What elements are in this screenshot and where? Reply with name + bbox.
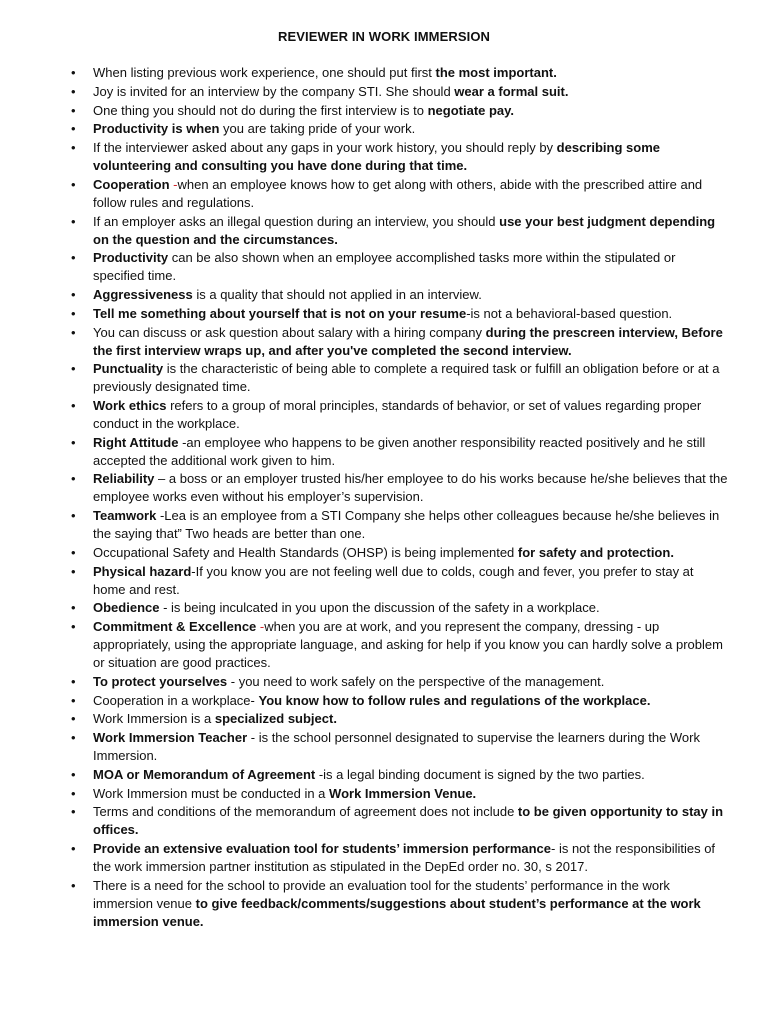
item-text: If an employer asks an illegal question during an interview, you should <box>93 213 500 229</box>
list-item <box>69 64 729 82</box>
bold-text: Tell me something about yourself that is not on your resume <box>93 305 467 321</box>
list-item <box>69 397 729 433</box>
list-item <box>69 618 729 672</box>
list-item <box>69 507 729 543</box>
item-text: - <box>256 619 265 635</box>
bullet-icon: • <box>71 785 76 801</box>
list-item <box>69 599 729 617</box>
item-text: -is not a behavioral-based question. <box>466 305 673 321</box>
item-text: is the characteristic of being able to complete a required task or fulfill an obligation before or at a previously designated time. <box>93 361 720 395</box>
list-item <box>69 803 729 839</box>
item-text: - is the school personnel designated to supervise the learners during the Work Immersion. <box>93 730 700 764</box>
bold-text: Commitment & Excellence <box>93 619 257 635</box>
list-item <box>69 286 729 304</box>
item-text: Occupational Safety and Health Standards (OHSP) is being implemented <box>93 544 518 560</box>
list-item <box>69 139 729 175</box>
bullet-icon: • <box>71 140 76 156</box>
item-text: refers to a group of moral principles, standards of behavior, or set of values regarding proper conduct in the workplace. <box>93 398 702 431</box>
bold-text: Reliability <box>93 471 155 487</box>
bold-text: Obedience <box>93 600 160 616</box>
bold-text: Punctuality <box>93 361 164 377</box>
item-text: There is a need for the school to provide an evaluation tool for the students’ performance in the work immersion venue <box>93 877 670 911</box>
list-item <box>69 710 729 728</box>
list-item <box>69 102 729 120</box>
bold-text: Physical hazard <box>93 563 192 579</box>
list-item <box>69 213 729 249</box>
item-text: When listing previous work experience, one should put first <box>93 65 436 80</box>
list-item <box>69 877 729 931</box>
item-text: Cooperation in a workplace- <box>93 692 259 708</box>
item-text: Work Immersion is a <box>93 711 215 727</box>
list-item <box>69 673 729 691</box>
bullet-icon: • <box>71 563 76 579</box>
bullet-icon: • <box>71 600 76 616</box>
bullet-icon: • <box>71 711 76 727</box>
list-item <box>69 470 729 506</box>
bullet-icon: • <box>71 398 76 413</box>
item-text: One thing you should not do during the first interview is to <box>93 102 428 118</box>
bullet-icon: • <box>71 176 76 192</box>
list-item <box>69 563 729 599</box>
bullet-icon: • <box>71 673 76 689</box>
bullet-icon: • <box>71 121 76 137</box>
bold-text: Work ethics <box>93 398 167 413</box>
list-item <box>69 766 729 784</box>
item-text: can be also shown when an employee accomplished tasks more within the stipulated or specified time. <box>93 250 676 284</box>
list-item <box>69 434 729 470</box>
item-text: -is a legal binding document is signed by the two parties. <box>315 766 645 782</box>
bold-text: specialized subject. <box>214 711 337 727</box>
bullet-icon: • <box>71 361 76 377</box>
bold-text: Provide an extensive evaluation tool for students’ immersion performance <box>93 841 552 857</box>
bold-text: MOA or Memorandum of Agreement <box>93 766 316 782</box>
list-item <box>69 692 729 710</box>
list-item <box>69 83 729 101</box>
item-text: -an employee who happens to be given another responsibility reacted positively and he still accepted the additional work given to him. <box>93 434 706 468</box>
reviewer-bullet-list <box>69 64 729 931</box>
bullet-icon: • <box>71 692 76 708</box>
bullet-icon: • <box>71 434 76 450</box>
item-text: – a boss or an employer trusted his/her employee to do his works because he/she believes that the employee works even without his employer’s supervision. <box>93 471 728 505</box>
bold-text: to give feedback/comments/suggestions about student’s performance at the work immersion venue. <box>93 895 701 929</box>
bullet-icon: • <box>71 877 76 893</box>
item-text: is a quality that should not applied in an interview. <box>192 287 482 302</box>
bullet-icon: • <box>71 508 76 524</box>
bold-text: the most important. <box>435 65 557 80</box>
list-item <box>69 324 729 360</box>
item-text: -Lea is an employee from a STI Company she helps other colleagues because he/she believes in the saying that” Two heads are better than one. <box>93 508 720 542</box>
bold-text: during the prescreen interview, Before the first interview wraps up, and after you've completed the second interview. <box>93 324 723 358</box>
bullet-icon: • <box>71 250 76 266</box>
bullet-icon: • <box>71 471 76 487</box>
bullet-icon: • <box>71 804 76 820</box>
item-text: You can discuss or ask question about salary with a hiring company <box>93 324 486 340</box>
bold-text: describing some volunteering and consulting you have done during that time. <box>93 140 660 174</box>
bold-text: Right Attitude <box>93 434 179 450</box>
document-title: REVIEWER IN WORK IMMERSION <box>277 29 491 44</box>
bold-text: Cooperation <box>93 176 174 192</box>
item-text: - <box>173 176 178 192</box>
bold-text: to be given opportunity to stay in offices. <box>93 804 724 838</box>
bullet-icon: • <box>71 213 76 229</box>
list-item <box>69 785 729 803</box>
bullet-icon: • <box>71 65 76 80</box>
item-text: Work Immersion must be conducted in a <box>93 785 330 801</box>
list-item <box>69 840 729 876</box>
bold-text: Productivity <box>93 250 169 266</box>
bold-text: Work Immersion Venue. <box>329 785 477 801</box>
item-text: when you are at work, and you represent the company, dressing - up appropriately, using the appropriate language, and asking for help if you know you can hardly solve a problem or situation are good practices. <box>93 619 723 670</box>
list-item <box>69 360 729 396</box>
list-item <box>69 120 729 138</box>
bold-text: You know how to follow rules and regulations of the workplace. <box>258 692 651 708</box>
bold-text: for safety and protection. <box>517 544 674 560</box>
item-text: - you need to work safely on the perspective of the management. <box>227 673 605 689</box>
bullet-icon: • <box>71 841 76 857</box>
item-text: - is not the responsibilities of the work immersion partner institution as stipulated in the DepEd order no. 30, s 2017. <box>93 841 716 875</box>
bullet-icon: • <box>71 102 76 118</box>
list-item <box>69 729 729 765</box>
bullet-icon: • <box>71 83 76 99</box>
item-text: when an employee knows how to get along with others, abide with the prescribed attire and follow rules and regulations. <box>93 176 703 210</box>
bullet-icon: • <box>71 287 76 302</box>
item-text: Terms and conditions of the memorandum of agreement does not include <box>93 804 518 820</box>
list-item <box>69 176 729 212</box>
bold-text: wear a formal suit. <box>454 83 569 99</box>
list-item <box>69 305 729 323</box>
bullet-icon: • <box>71 766 76 782</box>
bold-text: Work Immersion Teacher <box>93 730 248 746</box>
item-text: If the interviewer asked about any gaps in your work history, you should reply by <box>93 140 557 156</box>
bold-text: Teamwork <box>93 508 157 524</box>
item-text: you are taking pride of your work. <box>219 121 416 137</box>
bullet-icon: • <box>71 305 76 321</box>
item-text: -If you know you are not feeling well due to colds, cough and fever, you prefer to stay at home and rest. <box>93 563 694 597</box>
bullet-icon: • <box>71 324 76 340</box>
bold-text: Productivity is when <box>93 121 220 137</box>
bold-text: To protect yourselves <box>93 673 228 689</box>
bold-text: negotiate pay. <box>427 102 515 118</box>
list-item <box>69 544 729 562</box>
bold-text: use your best judgment depending on the question and the circumstances. <box>93 213 716 247</box>
item-text: - is being inculcated in you upon the discussion of the safety in a workplace. <box>159 600 600 616</box>
list-item <box>69 249 729 285</box>
bold-text: Aggressiveness <box>93 287 193 302</box>
item-text: Joy is invited for an interview by the company STI. She should <box>93 83 455 99</box>
bullet-icon: • <box>71 730 76 746</box>
bullet-icon: • <box>71 544 76 560</box>
bullet-icon: • <box>71 619 76 635</box>
